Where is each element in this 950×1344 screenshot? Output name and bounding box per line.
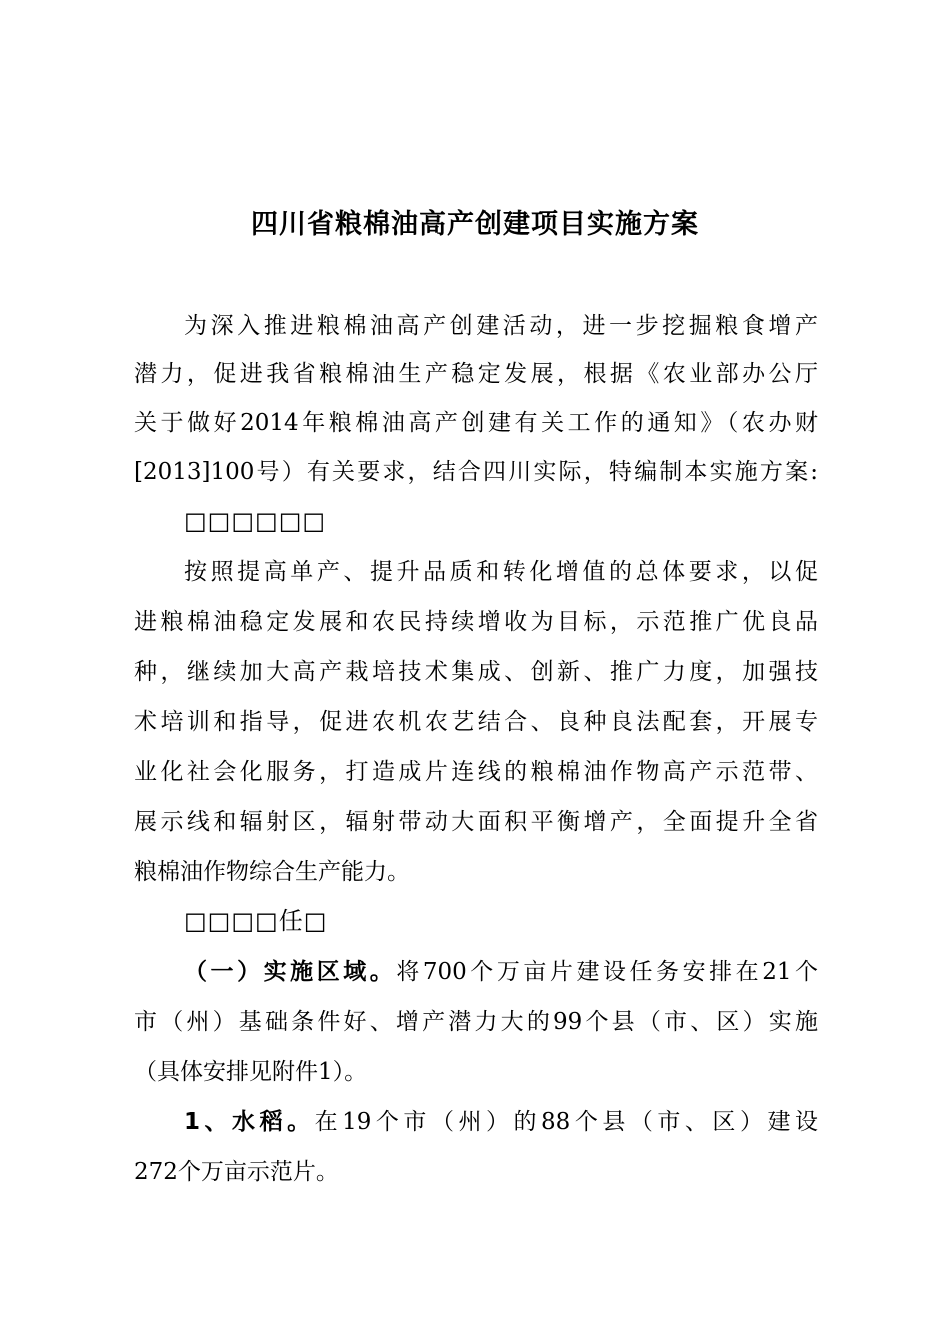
section1-line-6: 展示线和辐射区，辐射带动大面积平衡增产，全面提升全省 — [134, 809, 818, 835]
section-heading-1: □□□□□□ — [184, 507, 327, 535]
intro-line-2: 潜力，促进我省粮棉油生产稳定发展，根据《农业部办公厅 — [134, 361, 818, 387]
intro-line-3: 关于做好2014年粮棉油高产创建有关工作的通知》（农办财 — [134, 410, 818, 436]
rice-label: 1、水稻。 — [184, 1109, 315, 1135]
rice-line-2: 272个万亩示范片。 — [134, 1159, 339, 1185]
section1-line-1: 按照提高单产、提升品质和转化增值的总体要求，以促 — [184, 559, 818, 585]
section1-line-7: 粮棉油作物综合生产能力。 — [134, 859, 410, 885]
area-label: （一）实施区域。 — [184, 959, 397, 985]
rice-line-1 — [184, 1104, 818, 1140]
section1-line-3: 种，继续加大高产栽培技术集成、创新、推广力度，加强技 — [134, 659, 818, 685]
section1-line-5: 业化社会化服务，打造成片连线的粮棉油作物高产示范带、 — [134, 759, 818, 785]
area-line-2: 市（州）基础条件好、增产潜力大的99个县（市、区）实施 — [134, 1009, 818, 1035]
rice-text: 在19个市（州）的88个县（市、区）建设 — [314, 1109, 818, 1135]
section1-line-4: 术培训和指导，促进农机农艺结合、良种良法配套，开展专 — [134, 709, 818, 735]
section1-line-2: 进粮棉油稳定发展和农民持续增收为目标，示范推广优良品 — [134, 609, 818, 635]
area-line-3: （具体安排见附件1）。 — [134, 1059, 368, 1085]
document-title: 四川省粮棉油高产创建项目实施方案 — [251, 209, 699, 240]
section-heading-2: □□□□任□ — [184, 907, 328, 935]
area-text: 将700个万亩片建设任务安排在21个 — [396, 959, 818, 985]
intro-line-1: 为深入推进粮棉油高产创建活动，进一步挖掘粮食增产 — [184, 313, 818, 339]
intro-line-4: [2013]100号）有关要求，结合四川实际，特编制本实施方案: — [134, 459, 818, 485]
area-line-1 — [184, 954, 818, 990]
